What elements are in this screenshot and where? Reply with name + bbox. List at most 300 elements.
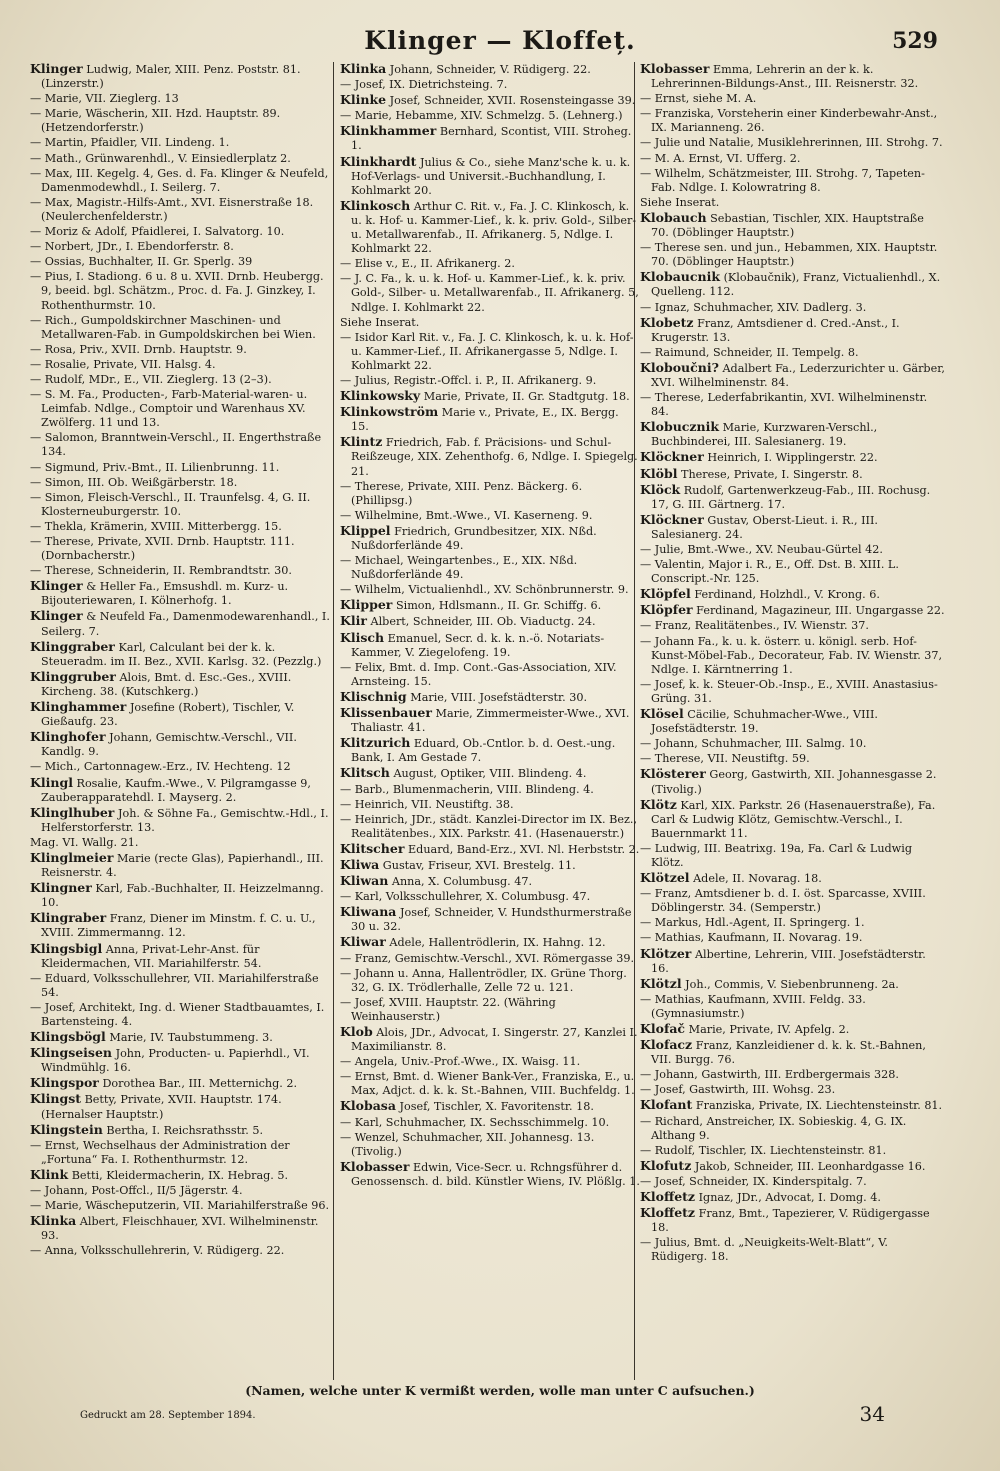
directory-entry xyxy=(340,316,640,330)
entry-surname: Klösel xyxy=(640,706,684,722)
directory-entry xyxy=(30,730,330,759)
entry-surname: Klinkhammer xyxy=(340,123,437,139)
entry-surname: Klitzurich xyxy=(340,735,411,751)
entry-text: Sebastian, Tischler, XIX. Hauptstraße 70. (Döblinger Hauptstr.) xyxy=(651,211,924,240)
entry-text: Franz, Amtsdiener d. Cred.-Anst., I. Krugerstr. 13. xyxy=(651,316,900,344)
directory-entry xyxy=(30,836,330,850)
directory-entry xyxy=(340,813,640,841)
directory-column-2 xyxy=(340,62,640,1380)
directory-entry xyxy=(340,199,640,256)
directory-entry xyxy=(640,1068,945,1082)
entry-text: Siehe Inserat. xyxy=(640,195,720,209)
directory-entry xyxy=(640,420,945,449)
entry-text: — Therese, Schneiderin, II. Rembrandtstr. 30. xyxy=(30,564,292,578)
entry-text: — Julie, Bmt.-Wwe., XV. Neubau-Gürtel 42. xyxy=(640,543,883,556)
entry-surname: Kliwan xyxy=(340,873,389,889)
directory-entry xyxy=(640,483,945,512)
directory-entry xyxy=(640,467,945,482)
entry-text: — Marie, Wäscherin, XII. Hzd. Hauptstr. 89. (Hetzendorferstr.) xyxy=(30,107,281,135)
entry-text: Gustav, Friseur, XVI. Brestelg. 11. xyxy=(382,858,576,872)
entry-surname: Klobucznik xyxy=(640,419,719,435)
entry-text: — Ernst, Wechselhaus der Administration der „Fortuna“ Fa. I. Rothenthurmstr. 12. xyxy=(30,1138,290,1166)
entry-surname: Klofacz xyxy=(640,1037,693,1053)
entry-surname: Kloboučni? xyxy=(640,359,719,375)
entry-surname: Klinkhardt xyxy=(340,153,417,169)
entry-text: — Ossias, Buchhalter, II. Gr. Sperlg. 39 xyxy=(30,255,253,269)
entry-text: Karl, Calculant bei der k. k. Steueradm. im II. Bez., XVII. Karlsg. 32. (Pezzlg.) xyxy=(41,640,322,668)
directory-entry xyxy=(340,690,640,705)
directory-entry xyxy=(340,1025,640,1054)
entry-surname: Klobasser xyxy=(640,62,710,76)
entry-text: Franz, Diener im Minstm. f. C. u. U., XVIII. Zimmermanng. 12. xyxy=(41,912,316,940)
entry-text: (Klobaučnik), Franz, Victualienhdl., X. Quelleng. 112. xyxy=(651,271,941,299)
entry-surname: Klinka xyxy=(30,1213,77,1229)
entry-text: Marie, Private, II. Gr. Stadtgutg. 18. xyxy=(423,390,630,404)
entry-text: — Johann u. Anna, Hallentrödler, IX. Grüne Thorg. 32, G. IX. Trödlerhalle, Zelle 72 u. 121. xyxy=(340,966,627,994)
entry-text: — Johann Fa., k. u. k. österr. u. königl. serb. Hof-Kunst-Möbel-Fab., Decorateur, Fab. IV. Wienstr. 37, Ndlge. I. Kärntnerring 1. xyxy=(640,634,943,676)
entry-surname: Klöck xyxy=(640,481,681,497)
entry-surname: Klissenbauer xyxy=(340,705,432,721)
directory-entry xyxy=(640,977,945,992)
entry-text: — Raimund, Schneider, II. Tempelg. 8. xyxy=(640,345,859,359)
entry-text: Arthur C. Rit. v., Fa. J. C. Klinkosch, k. u. k. Hof- u. Kammer-Lief., k. k. priv. Gold-, Silber- u. Metallwarenfab., II. Afrikanerg. 5, Ndlge. I. Kohlmarkt 22. xyxy=(351,199,637,256)
entry-text: — Josef, XVIII. Hauptstr. 22. (Währing Weinhauserstr.) xyxy=(340,995,556,1023)
entry-surname: Kloffetz xyxy=(640,1189,696,1205)
entry-text: Siehe Inserat. xyxy=(340,315,420,329)
entry-surname: Klöckner xyxy=(640,449,704,465)
directory-entry xyxy=(340,78,640,92)
entry-text: Marie, IV. Taubstummeng. 3. xyxy=(109,1031,273,1045)
entry-text: — Mich., Cartonnagew.-Erz., IV. Hechteng. 12 xyxy=(30,760,291,774)
entry-text: — Richard, Anstreicher, IX. Sobieskig. 4, G. IX. Althang 9. xyxy=(640,1114,907,1142)
entry-surname: Klötzel xyxy=(640,870,690,886)
directory-entry xyxy=(640,916,945,930)
column-divider xyxy=(333,62,334,1380)
directory-entry xyxy=(30,1184,330,1198)
directory-entry xyxy=(640,603,945,618)
directory-entry xyxy=(30,535,330,563)
directory-entry xyxy=(340,405,640,434)
directory-entry xyxy=(340,1099,640,1114)
directory-entry xyxy=(340,598,640,613)
directory-entry xyxy=(30,388,330,430)
entry-surname: Klitsch xyxy=(340,765,390,781)
directory-entry xyxy=(340,996,640,1024)
entry-text: — Angela, Univ.-Prof.-Wwe., IX. Waisg. 11. xyxy=(340,1055,581,1069)
entry-text: — Julius, Bmt. d. „Neuigkeits-Welt-Blatt“, V. Rüdigerg. 18. xyxy=(640,1236,888,1264)
directory-entry xyxy=(30,1199,330,1213)
directory-entry xyxy=(640,931,945,945)
directory-entry xyxy=(640,587,945,602)
entry-text: — Franziska, Vorsteherin einer Kinderbewahr-Anst., IX. Marianneng. 26. xyxy=(640,107,938,135)
directory-entry xyxy=(640,1206,945,1235)
directory-entry xyxy=(640,167,945,195)
directory-entry xyxy=(340,374,640,388)
entry-text: — Therese sen. und jun., Hebammen, XIX. Hauptstr. 70. (Döblinger Hauptstr.) xyxy=(640,241,938,269)
directory-entry xyxy=(30,1092,330,1121)
entry-surname: Klöckner xyxy=(640,511,704,527)
entry-text: Marie (recte Glas), Papierhandl., III. Reisnerstr. 4. xyxy=(41,851,324,880)
entry-text: — Johann, Gastwirth, III. Erdbergermais 328. xyxy=(640,1068,899,1082)
entry-surname: Klipper xyxy=(340,597,393,613)
entry-surname: Klingner xyxy=(30,880,92,896)
directory-entry xyxy=(30,107,330,135)
entry-text: — Rosa, Priv., XVII. Drnb. Hauptstr. 9. xyxy=(30,342,247,356)
entry-text: Anna, Privat-Lehr-Anst. für Kleidermachen, VII. Mariahilferstr. 54. xyxy=(41,942,262,970)
directory-entry xyxy=(640,211,945,240)
directory-entry xyxy=(340,1160,640,1189)
entry-text: August, Optiker, VIII. Blindeng. 4. xyxy=(393,767,587,781)
entry-surname: Klir xyxy=(340,613,367,629)
directory-entry xyxy=(640,678,945,706)
entry-text: Franz, Bmt., Tapezierer, V. Rüdigergasse 18. xyxy=(651,1207,930,1235)
directory-entry xyxy=(640,993,945,1021)
directory-entry xyxy=(640,798,945,841)
entry-text: — Pius, I. Stadiong. 6 u. 8 u. XVII. Drnb. Heubergg. 9, beeid. bgl. Schätzm., Proc. d. Fa. J. Ginzkey, I. Rothenthurmstr. 10. xyxy=(30,270,324,312)
entry-text: Rudolf, Gartenwerkzeug-Fab., III. Rochusg. 17, G. III. Gärtnerg. 17. xyxy=(651,483,931,511)
entry-text: John, Producten- u. Papierhdl., VI. Windmühlg. 16. xyxy=(41,1047,310,1075)
entry-text: — S. M. Fa., Producten-, Farb-Material-waren- u. Leimfab. Ndlge., Comptoir und Warenhaus XV. Zwölferg. 11 und 13. xyxy=(30,388,308,430)
directory-entry xyxy=(30,152,330,166)
entry-text: Marie, Zimmermeister-Wwe., XVI. Thaliastr. 41. xyxy=(351,707,630,735)
entry-text: Adalbert Fa., Lederzurichter u. Gärber, XVI. Wilhelminenstr. 84. xyxy=(651,361,945,389)
directory-entry xyxy=(30,609,330,638)
entry-text: — Rudolf, MDr., E., VII. Zieglerg. 13 (2–3). xyxy=(30,372,272,386)
entry-surname: Klötzl xyxy=(640,975,682,991)
entry-text: — Marie, Hebamme, XIV. Schmelzg. 5. (Lehnerg.) xyxy=(340,109,623,123)
directory-entry xyxy=(340,272,640,314)
directory-entry xyxy=(640,136,945,150)
entry-text: — Marie, Wäscheputzerin, VII. Mariahilferstraße 96. xyxy=(30,1199,330,1213)
entry-text: — Julius, Registr.-Offcl. i. P., II. Afrikanerg. 9. xyxy=(340,373,597,387)
directory-entry xyxy=(30,1046,330,1075)
entry-text: Jakob, Schneider, III. Leonhardgasse 16. xyxy=(694,1159,926,1173)
entry-text: Eduard, Band-Erz., XVI. Nl. Herbststr. 2. xyxy=(407,842,640,856)
directory-entry xyxy=(640,391,945,419)
entry-surname: Klötz xyxy=(640,796,677,812)
directory-entry xyxy=(340,905,640,934)
entry-surname: Klöbl xyxy=(640,465,678,481)
entry-text: — M. A. Ernst, VI. Ufferg. 2. xyxy=(640,151,801,165)
entry-text: — Johann, Post-Offcl., II/5 Jägerstr. 4. xyxy=(30,1184,243,1198)
entry-surname: Klinggruber xyxy=(30,668,116,684)
directory-entry xyxy=(340,1131,640,1159)
entry-text: Franziska, Private, IX. Liechtensteinstr. 81. xyxy=(695,1099,943,1113)
directory-entry xyxy=(640,1098,945,1113)
entry-surname: Klinger xyxy=(30,578,83,594)
entry-text: Simon, Hdlsmann., II. Gr. Schiffg. 6. xyxy=(395,599,602,613)
entry-text: Ferdinand, Magazineur, III. Ungargasse 22. xyxy=(696,604,945,618)
directory-entry xyxy=(640,241,945,269)
directory-entry xyxy=(640,62,945,91)
entry-surname: Klofutz xyxy=(640,1157,692,1173)
entry-text: — Valentin, Major i. R., E., Off. Dst. B. XIII. L. Conscript.-Nr. 125. xyxy=(640,558,899,586)
entry-text: Mag. VI. Wallg. 21. xyxy=(30,835,139,849)
directory-entry xyxy=(640,1022,945,1037)
entry-text: — Moriz & Adolf, Pfaidlerei, I. Salvatorg. 10. xyxy=(30,225,285,239)
directory-entry xyxy=(30,343,330,357)
directory-entry xyxy=(340,62,640,77)
directory-entry xyxy=(340,583,640,597)
entry-text: Ludwig, Maler, XIII. Penz. Poststr. 81. (Linzerstr.) xyxy=(41,63,301,91)
entry-surname: Klinka xyxy=(340,62,387,76)
entry-text: — Johann, Schuhmacher, III. Salmg. 10. xyxy=(640,737,867,751)
directory-entry xyxy=(640,1175,945,1189)
entry-surname: Klippel xyxy=(340,522,391,538)
directory-entry xyxy=(340,1070,640,1098)
entry-text: — Rudolf, Tischler, IX. Liechtensteinstr. 81. xyxy=(640,1143,887,1157)
entry-text: — Max, Magistr.-Hilfs-Amt., XVI. Eisnerstraße 18. (Neulerchenfelderstr.) xyxy=(30,195,314,223)
entry-text: — Franz, Amtsdiener b. d. I. öst. Sparcasse, XVIII. Döblingerstr. 34. (Semperstr.) xyxy=(640,887,926,915)
directory-entry xyxy=(340,480,640,508)
directory-entry xyxy=(340,124,640,153)
directory-entry xyxy=(30,167,330,195)
entry-text: — Ernst, siehe M. A. xyxy=(640,92,757,106)
entry-text: — Heinrich, JDr., städt. Kanzlei-Director im IX. Bez., Realitätenbes., XIX. Parkstr. 41. (Hasenauerstr.) xyxy=(340,812,638,840)
entry-surname: Klingstein xyxy=(30,1121,103,1137)
directory-entry xyxy=(640,361,945,390)
entry-text: — Josef, Schneider, IX. Kinderspitalg. 7. xyxy=(640,1174,867,1188)
directory-entry xyxy=(640,513,945,542)
directory-entry xyxy=(640,1159,945,1174)
entry-text: Ignaz, JDr., Advocat, I. Domg. 4. xyxy=(698,1191,881,1205)
directory-entry xyxy=(640,92,945,106)
entry-text: — Wenzel, Schuhmacher, XII. Johannesg. 13. (Tivolig.) xyxy=(340,1130,595,1158)
entry-surname: Klinger xyxy=(30,62,83,76)
directory-entry xyxy=(30,1076,330,1091)
entry-text: — Josef, Architekt, Ing. d. Wiener Stadtbauamtes, I. Bartensteing. 4. xyxy=(30,1000,325,1028)
entry-text: — Markus, Hdl.-Agent, II. Springerg. 1. xyxy=(640,916,865,930)
directory-entry xyxy=(640,316,945,345)
directory-entry xyxy=(340,858,640,873)
entry-surname: Klingsbigl xyxy=(30,940,103,956)
directory-entry xyxy=(30,1214,330,1243)
entry-text: — Rosalie, Private, VII. Halsg. 4. xyxy=(30,357,216,371)
directory-entry xyxy=(30,92,330,106)
entry-text: Alois, Bmt. d. Esc.-Ges., XVIII. Kircheng. 38. (Kutschkerg.) xyxy=(41,670,292,698)
entry-text: — Anna, Volksschullehrerin, V. Rüdigerg. 22. xyxy=(30,1244,285,1258)
entry-text: Heinrich, I. Wipplingerstr. 22. xyxy=(707,451,878,465)
entry-text: & Neufeld Fa., Damenmodewarenhandl., I. Seilerg. 7. xyxy=(41,610,330,638)
entry-text: & Heller Fa., Emsushdl. m. Kurz- u. Bijouteriewaren, I. Kölnerhofg. 1. xyxy=(41,580,289,608)
directory-entry xyxy=(30,373,330,387)
directory-entry xyxy=(640,1236,945,1264)
entry-text: Albert, Schneider, III. Ob. Viaductg. 24. xyxy=(370,615,596,629)
directory-entry xyxy=(340,389,640,404)
directory-entry xyxy=(340,967,640,995)
directory-entry xyxy=(640,346,945,360)
entry-surname: Klinger xyxy=(30,608,83,624)
directory-entry xyxy=(30,1123,330,1138)
entry-text: Franz, Kanzleidiener d. k. k. St.-Bahnen, VII. Burgg. 76. xyxy=(651,1039,926,1067)
directory-entry xyxy=(640,887,945,915)
entry-text: Ferdinand, Holzhdl., V. Krong. 6. xyxy=(694,588,880,602)
directory-entry xyxy=(30,564,330,578)
entry-text: Julius & Co., siehe Manz'sche k. u. k. Hof-Verlags- und Universit.-Buchhandlung, I. Kohlmarkt 20. xyxy=(351,155,631,197)
entry-text: — Felix, Bmt. d. Imp. Cont.-Gas-Association, XIV. Arnsteing. 15. xyxy=(340,660,617,688)
directory-entry xyxy=(30,358,330,372)
entry-text: — Josef, Gastwirth, III. Wohsg. 23. xyxy=(640,1083,836,1097)
entry-surname: Kliwa xyxy=(340,856,380,872)
entry-text: — Wilhelm, Victualienhdl., XV. Schönbrunnerstr. 9. xyxy=(340,583,629,597)
directory-entry xyxy=(30,760,330,774)
entry-text: Karl, Fab.-Buchhalter, II. Heizzelmanng. 10. xyxy=(41,882,324,910)
directory-entry xyxy=(340,614,640,629)
entry-text: Anna, X. Columbusg. 47. xyxy=(391,875,533,889)
directory-entry xyxy=(340,435,640,478)
entry-text: Betti, Kleidermacherin, IX. Hebrag. 5. xyxy=(71,1168,289,1182)
entry-surname: Klingsbögl xyxy=(30,1029,106,1045)
entry-text: — Josef, k. k. Steuer-Ob.-Insp., E., XVIII. Anastasius-Grüng. 31. xyxy=(640,677,938,705)
entry-text: — Simon, III. Ob. Weißgärberstr. 18. xyxy=(30,475,238,489)
entry-text: — Norbert, JDr., I. Ebendorferstr. 8. xyxy=(30,240,234,254)
entry-surname: Kliwar xyxy=(340,934,386,950)
directory-entry xyxy=(30,1244,330,1258)
entry-text: Marie, Private, IV. Apfelg. 2. xyxy=(688,1023,850,1036)
printed-date: Gedruckt am 28. September 1894. xyxy=(80,1410,256,1421)
entry-text: — Isidor Karl Rit. v., Fa. J. C. Klinkosch, k. u. k. Hof- u. Kammer-Lief., II. Afrikanergasse 5, Ndlge. I. Kohlmarkt 22. xyxy=(340,330,634,372)
footer-note: (Namen, welche unter K vermißt werden, wolle man unter C aufsuchen.) xyxy=(245,1383,755,1398)
entry-text: — Mathias, Kaufmann, II. Novarag. 19. xyxy=(640,931,863,945)
directory-entry xyxy=(340,766,640,781)
directory-entry xyxy=(30,579,330,608)
directory-entry xyxy=(30,314,330,342)
entry-surname: Klitscher xyxy=(340,840,405,856)
directory-entry xyxy=(640,1144,945,1158)
entry-text: — Franz, Gemischtw.-Verschl., XVI. Römergasse 39. xyxy=(340,951,635,965)
directory-entry xyxy=(640,635,945,677)
directory-entry xyxy=(340,257,640,271)
entry-text: Karl, XIX. Parkstr. 26 (Hasenauerstraße), Fa. Carl & Ludwig Klötz, Gemischtw.-Verschl., I. Bauernmarkt 11. xyxy=(651,798,936,840)
directory-entry xyxy=(640,871,945,886)
entry-surname: Klinggraber xyxy=(30,638,115,654)
directory-entry xyxy=(30,881,330,910)
entry-surname: Klobasa xyxy=(340,1098,396,1114)
directory-entry xyxy=(640,707,945,736)
directory-entry xyxy=(640,737,945,751)
entry-text: — Therese, Private, XVII. Drnb. Hauptstr. 111. (Dornbacherstr.) xyxy=(30,535,295,563)
entry-text: — Mathias, Kaufmann, XVIII. Feldg. 33. (Gymnasiumstr.) xyxy=(640,992,866,1020)
entry-surname: Klobetz xyxy=(640,314,694,330)
entry-surname: Klinglhuber xyxy=(30,804,115,820)
directory-entry xyxy=(30,700,330,729)
directory-entry xyxy=(340,509,640,523)
directory-column-1 xyxy=(30,62,330,1380)
entry-surname: Klintz xyxy=(340,434,383,450)
directory-entry xyxy=(340,331,640,373)
entry-surname: Klinkowsky xyxy=(340,388,421,404)
entry-surname: Klinkowström xyxy=(340,404,439,420)
directory-entry xyxy=(640,543,945,557)
directory-entry xyxy=(640,752,945,766)
directory-entry xyxy=(30,1001,330,1029)
entry-surname: Klofač xyxy=(640,1021,686,1036)
entry-surname: Kloffetz xyxy=(640,1205,696,1221)
entry-text: Josef, Schneider, XVII. Rosensteingasse 39. xyxy=(389,94,636,108)
entry-text: Johann, Schneider, V. Rüdigerg. 22. xyxy=(389,63,591,76)
entry-surname: Klinglmeier xyxy=(30,849,114,865)
entry-surname: Klinke xyxy=(340,92,387,108)
entry-text: — Wilhelmine, Bmt.-Wwe., VI. Kaserneng. 9. xyxy=(340,508,593,522)
entry-text: — Therese, Lederfabrikantin, XVI. Wilhelminenstr. 84. xyxy=(640,391,928,419)
entry-text: Rosalie, Kaufm.-Wwe., V. Pilgramgasse 9, Zauberapparatehdl. I. Mayserg. 2. xyxy=(41,776,311,804)
directory-entry xyxy=(30,476,330,490)
entry-surname: Klösterer xyxy=(640,766,706,782)
directory-entry xyxy=(640,767,945,796)
entry-text: — Salomon, Branntwein-Verschl., II. Engerthstraße 134. xyxy=(30,431,322,459)
directory-entry xyxy=(640,947,945,976)
directory-entry xyxy=(340,554,640,582)
entry-text: Albertine, Lehrerin, VIII. Josefstädterstr. 16. xyxy=(651,947,926,975)
entry-text: — Thekla, Krämerin, XVIII. Mitterbergg. 15. xyxy=(30,519,282,533)
directory-entry xyxy=(640,301,945,315)
directory-entry xyxy=(340,736,640,765)
entry-text: Friedrich, Grundbesitzer, XIX. Nßd. Nußdorferlände 49. xyxy=(351,524,597,552)
entry-text: Friedrich, Fab. f. Präcisions- und Schul-Reißzeuge, XIX. Zehenthofg. 6, Ndlge. I. Spiegelg. 21. xyxy=(351,436,638,478)
entry-text: — Franz, Realitätenbes., IV. Wienstr. 37. xyxy=(640,619,869,633)
directory-entry xyxy=(640,1038,945,1067)
directory-entry xyxy=(30,1168,330,1183)
entry-text: — Math., Grünwarenhdl., V. Einsiedlerplatz 2. xyxy=(30,151,291,165)
entry-text: Adele, II. Novarag. 18. xyxy=(693,872,822,886)
entry-text: — Ignaz, Schuhmacher, XIV. Dadlerg. 3. xyxy=(640,300,867,314)
entry-surname: Kliwana xyxy=(340,904,397,920)
entry-surname: Klöpfer xyxy=(640,602,693,618)
entry-surname: Klink xyxy=(30,1166,69,1182)
directory-entry xyxy=(340,524,640,553)
entry-surname: Klischnig xyxy=(340,688,407,704)
directory-entry xyxy=(340,109,640,123)
entry-text: Therese, Private, I. Singerstr. 8. xyxy=(681,467,863,481)
entry-text: Marie, Kurzwaren-Verschl., Buchbinderei, III. Salesianerg. 19. xyxy=(651,421,878,449)
directory-entry xyxy=(30,1030,330,1045)
page-number: 529 xyxy=(892,28,938,54)
directory-entry xyxy=(340,1055,640,1069)
directory-entry xyxy=(30,806,330,835)
directory-entry xyxy=(30,62,330,91)
entry-text: Eduard, Ob.-Cntlor. b. d. Oest.-ung. Bank, I. Am Gestade 7. xyxy=(351,737,616,765)
entry-text: Edwin, Vice-Secr. u. Rchngsführer d. Genossensch. d. bild. Künstler Wiens, IV. Plößlg. 1. xyxy=(351,1160,640,1188)
directory-entry xyxy=(30,520,330,534)
entry-surname: Klinghofer xyxy=(30,729,106,745)
entry-text: — Therese, Private, XIII. Penz. Bäckerg. 6. (Phillipsg.) xyxy=(340,479,583,507)
directory-entry xyxy=(640,1083,945,1097)
directory-entry xyxy=(30,942,330,971)
directory-column-3 xyxy=(640,62,945,1380)
directory-entry xyxy=(340,783,640,797)
directory-entry xyxy=(30,776,330,805)
directory-entry xyxy=(340,1116,640,1130)
directory-entry xyxy=(340,952,640,966)
directory-entry xyxy=(30,255,330,269)
directory-entry xyxy=(640,152,945,166)
entry-surname: Klingst xyxy=(30,1091,82,1107)
entry-surname: Klinkosch xyxy=(340,197,411,213)
directory-entry xyxy=(340,935,640,950)
entry-surname: Klobaucnik xyxy=(640,269,720,285)
entry-text: Emanuel, Secr. d. k. k. n.-ö. Notariats-Kammer, V. Ziegelofeng. 19. xyxy=(351,631,605,659)
entry-text: — Sigmund, Priv.-Bmt., II. Lilienbrunng. 11. xyxy=(30,460,280,474)
entry-text: Bertha, I. Reichsrathsstr. 5. xyxy=(106,1123,263,1137)
entry-text: — Ludwig, III. Beatrixg. 19a, Fa. Carl & Ludwig Klötz. xyxy=(640,841,912,869)
entry-surname: Klisch xyxy=(340,629,385,645)
entry-text: — Barb., Blumenmacherin, VIII. Blindeng. 4. xyxy=(340,782,594,796)
directory-entry xyxy=(30,461,330,475)
directory-entry xyxy=(640,270,945,299)
entry-text: — Michael, Weingartenbes., E., XIX. Nßd. Nußdorferlände 49. xyxy=(340,554,578,582)
entry-text: Bernhard, Scontist, VIII. Stroheg. 1. xyxy=(351,125,632,153)
directory-entry xyxy=(30,196,330,224)
